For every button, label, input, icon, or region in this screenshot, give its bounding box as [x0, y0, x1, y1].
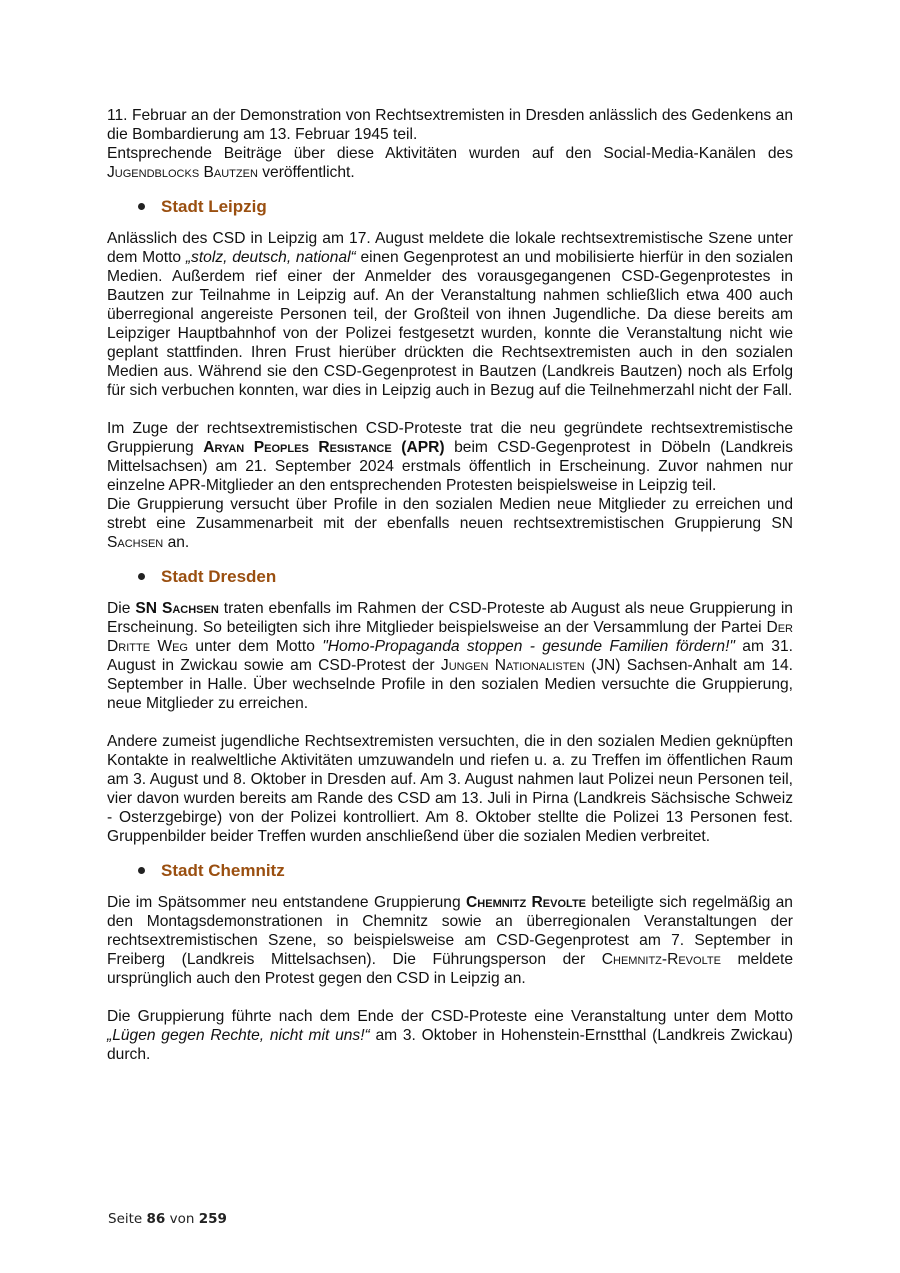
page-total: 259 — [198, 1211, 227, 1227]
intro-paragraph-1 — [107, 106, 793, 144]
bullet-icon — [138, 573, 145, 580]
chemnitz-text-2a: Die Gruppierung führte nach dem Ende der CSD-Proteste eine Veranstaltung unter dem Motto — [107, 1008, 793, 1025]
section-heading-leipzig — [107, 194, 793, 218]
leipzig-text-1b: einen Gegenprotest an und mobilisierte hierfür in den sozialen Medien. Außerdem rief einer der Anmelder des vorausgegangenen CSD-Gegenprotestes in Bautzen zur Teilnahme in Leipzig auf. An der Veranstaltung nahmen schließlich etwa 400 auch überregional angereiste Personen teil, der Großteil von ihnen Jugendliche. Da diese bereits am Leipziger Hauptbahnhof von der Polizei festgesetzt wurden, konnte die Veranstaltung nicht wie geplant stattfinden. Ihren Frust hierüber drückten die Rechtsextremisten auch in den sozialen Medien aus. Während sie den CSD-Gegenprotest in Bautzen (Landkreis Bautzen) noch als Erfolg für sich verbuchen konnten, war dies in Leipzig auch in Bezug auf die Teilnehmerzahl nicht der Fall. — [107, 249, 793, 399]
dresden-text-2: Andere zumeist jugendliche Rechtsextremisten versuchten, die in den sozialen Medien geknüpften Kontakte in realweltliche Aktivitäten umzuwandeln und riefen u. a. zu Treffen im öffentlichen Raum am 3. August und 8. Oktober in Dresden auf. Am 3. August nahmen laut Polizei neun Personen teil, vier davon wurden bereits am Rande des CSD am 13. Juli in Pirna (Landkreis Sächsische Schweiz - Osterzgebirge) von der Polizei kontrolliert. Am 8. Oktober stellte die Polizei 13 Personen fest. Gruppenbilder beider Treffen wurden anschließend über die sozialen Medien verbreitet. — [107, 733, 793, 845]
intro-text-2: Entsprechende Beiträge über diese Aktivitäten wurden auf den Social-Media-Kanälen des — [107, 145, 793, 162]
leipzig-text-3b: an. — [163, 534, 190, 551]
motto-luegen-gegen-rechte: „Lügen gegen Rechte, nicht mit uns!“ — [107, 1027, 370, 1044]
footer-middle: von — [165, 1211, 199, 1227]
dresden-text-1b: traten ebenfalls im Rahmen der CSD-Proteste ab August als neue Gruppierung in Erscheinung. So beteiligten sich ihre Mitglieder beispielsweise an der Versammlung der Partei — [107, 600, 793, 636]
motto-homo-propaganda: "Homo-Propaganda stoppen - gesunde Familien fördern!" — [322, 638, 735, 655]
org-chemnitz-revolte-2: Chemnitz-Revolte — [601, 951, 721, 968]
intro-text-1: 11. Februar an der Demonstration von Rechtsextremisten in Dresden anlässlich des Gedenkens an die Bombardierung am 13. Februar 1945 teil. — [107, 107, 793, 143]
party-der-dritte-weg: Der Dritte Weg — [107, 619, 793, 655]
leipzig-text-1a: Anlässlich des CSD in Leipzig am 17. August meldete die lokale rechtsextremistische Szene unter dem Motto — [107, 230, 793, 266]
page-footer — [108, 1211, 227, 1227]
bullet-icon — [138, 203, 145, 210]
chemnitz-paragraph-1 — [107, 893, 793, 988]
org-jungen-nationalisten: Jungen Nationalisten — [440, 657, 585, 674]
heading-text-dresden: Stadt Dresden — [161, 566, 277, 586]
footer-prefix: Seite — [108, 1211, 147, 1227]
leipzig-paragraph-1 — [107, 229, 793, 400]
org-sn-sachsen: SN Sachsen — [107, 515, 793, 551]
org-jugendblocks-bautzen: Jugendblocks Bautzen — [107, 164, 258, 181]
dresden-text-1e: (JN) Sachsen-Anhalt am 14. September in Halle. Über wechselnde Profile in den sozialen Medien versuchte die Gruppierung, neue Mitglieder zu erreichen. — [107, 657, 793, 712]
leipzig-paragraph-3 — [107, 495, 793, 552]
chemnitz-paragraph-2 — [107, 1007, 793, 1064]
chemnitz-text-1c: meldete ursprünglich auch den Protest gegen den CSD in Leipzig an. — [107, 951, 793, 987]
dresden-text-1a: Die — [107, 600, 136, 617]
motto-stolz-deutsch-national: „stolz, deutsch, national“ — [185, 249, 356, 266]
dresden-paragraph-1 — [107, 599, 793, 713]
dresden-text-1d: am 31. August in Zwickau sowie am CSD-Protest der — [107, 638, 793, 674]
page-number: 86 — [146, 1211, 166, 1227]
intro-text-2-end: veröffentlicht. — [257, 164, 355, 181]
section-heading-chemnitz — [107, 858, 793, 882]
heading-text-leipzig: Stadt Leipzig — [161, 196, 267, 216]
chemnitz-text-1b: beteiligte sich regelmäßig an den Montagsdemonstrationen in Chemnitz sowie an überregionalen Veranstaltungen der rechtsextremistischen Szene, so beispielsweise am CSD-Gegenprotest am 7. September in Freiberg (Landkreis Mittelsachsen). Die Führungsperson der — [107, 894, 793, 968]
org-chemnitz-revolte: Chemnitz Revolte — [466, 894, 586, 911]
dresden-paragraph-2 — [107, 732, 793, 846]
section-heading-dresden — [107, 564, 793, 588]
chemnitz-text-2b: am 3. Oktober in Hohenstein-Ernstthal (Landkreis Zwickau) durch. — [107, 1027, 793, 1063]
leipzig-text-3a: Die Gruppierung versucht über Profile in den sozialen Medien neue Mitglieder zu erreichen und strebt eine Zusammenarbeit mit der ebenfalls neuen rechtsextremistischen Gruppierung — [107, 496, 793, 532]
leipzig-text-2b: beim CSD-Gegenprotest in Döbeln (Landkreis Mittelsachsen) am 21. September 2024 erstmals öffentlich in Erscheinung. Zuvor nahmen nur einzelne APR-Mitglieder an den entsprechenden Protesten beispielsweise in Leipzig teil. — [107, 439, 793, 494]
intro-paragraph-2 — [107, 144, 793, 182]
page-content — [107, 106, 793, 1064]
leipzig-text-2a: Im Zuge der rechtsextremistischen CSD-Proteste trat die neu gegründete rechtsextremistische Gruppierung — [107, 420, 793, 456]
heading-text-chemnitz: Stadt Chemnitz — [161, 860, 285, 880]
bullet-icon — [138, 867, 145, 874]
chemnitz-text-1a: Die im Spätsommer neu entstandene Gruppierung — [107, 894, 467, 911]
org-aryan-peoples-resistance: Aryan Peoples Resistance (APR) — [203, 439, 445, 456]
leipzig-paragraph-2 — [107, 419, 793, 495]
org-sn-sachsen-bold: SN Sachsen — [135, 600, 219, 617]
dresden-text-1c: unter dem Motto — [188, 638, 323, 655]
